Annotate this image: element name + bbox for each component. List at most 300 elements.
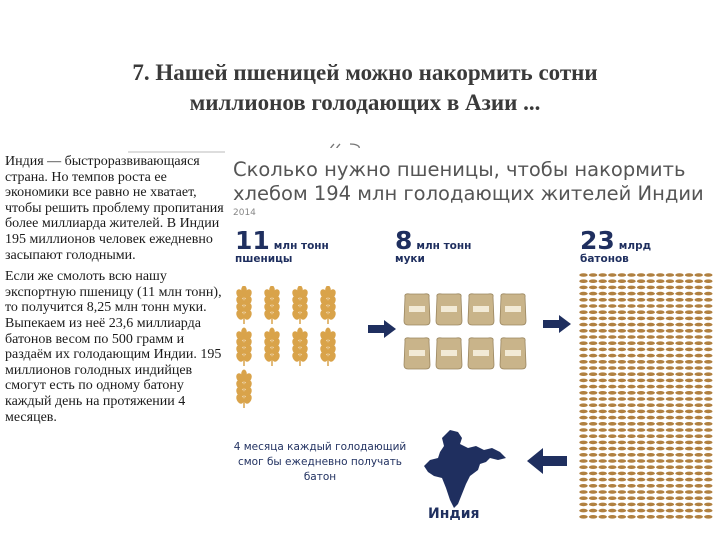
bread-loaf-icon — [627, 453, 635, 457]
flour-sack-icon — [436, 294, 462, 325]
bread-loaf-icon — [618, 515, 626, 519]
bread-loaf-icon — [637, 453, 645, 457]
bread-loaf-icon — [685, 465, 693, 469]
bread-loaf-icon — [647, 360, 655, 364]
bread-loaf-icon — [579, 317, 587, 321]
bread-loaf-icon — [704, 515, 712, 519]
wheat-ear-icon — [263, 328, 281, 367]
bread-loaf-icon — [704, 484, 712, 488]
bread-loaf-icon — [695, 515, 703, 519]
bread-loaf-icon — [675, 348, 683, 352]
bread-loaf-icon — [666, 503, 674, 507]
bread-loaf-icon — [589, 434, 597, 438]
bread-loaf-icon — [637, 503, 645, 507]
bread-loaf-icon — [579, 273, 587, 277]
bread-loaf-icon — [579, 434, 587, 438]
bread-loaf-icon — [666, 391, 674, 395]
wheat-label: пшеницы — [235, 253, 293, 265]
bread-loaf-icon — [608, 379, 616, 383]
bread-loaf-icon — [579, 348, 587, 352]
bread-loaf-icon — [656, 397, 664, 401]
bread-loaf-icon — [599, 385, 607, 389]
bread-loaf-icon — [599, 428, 607, 432]
bread-loaf-icon — [618, 453, 626, 457]
bread-loaf-icon — [666, 403, 674, 407]
bread-loaf-icon — [647, 385, 655, 389]
bread-loaf-icon — [637, 410, 645, 414]
bread-loaf-icon — [704, 496, 712, 500]
bread-loaf-icon — [618, 403, 626, 407]
bread-loaf-icon — [589, 422, 597, 426]
bread-loaf-icon — [599, 515, 607, 519]
bread-loaf-icon — [589, 496, 597, 500]
bread-loaf-icon — [675, 385, 683, 389]
bread-loaf-icon — [637, 354, 645, 358]
bread-loaf-icon — [656, 348, 664, 352]
bread-loaf-icon — [637, 286, 645, 290]
wheat-icons — [233, 286, 353, 408]
bread-loaf-icon — [695, 465, 703, 469]
bread-loaf-icon — [589, 323, 597, 327]
bread-loaf-icon — [685, 496, 693, 500]
bread-loaf-icon — [637, 397, 645, 401]
bread-loaf-icon — [627, 459, 635, 463]
bread-loaf-icon — [627, 317, 635, 321]
bread-loaf-icon — [656, 441, 664, 445]
bread-loaf-icon — [704, 348, 712, 352]
bread-loaf-icon — [695, 310, 703, 314]
bread-loaf-icon — [647, 317, 655, 321]
infographic-title-line1: Сколько нужно пшеницы, чтобы накормить — [233, 158, 686, 181]
bread-loaf-icon — [579, 323, 587, 327]
bread-loaf-icon — [599, 335, 607, 339]
bread-loaf-icon — [637, 434, 645, 438]
bread-loaf-icon — [666, 329, 674, 333]
bread-loaf-icon — [608, 335, 616, 339]
bread-loaf-icon — [675, 335, 683, 339]
bread-loaf-icon — [666, 360, 674, 364]
bread-loaf-icon — [704, 503, 712, 507]
bread-loaf-icon — [685, 348, 693, 352]
bread-loaf-icon — [685, 490, 693, 494]
bread-loaf-icon — [589, 403, 597, 407]
bread-loaf-icon — [637, 323, 645, 327]
bread-loaf-icon — [666, 496, 674, 500]
bread-loaf-icon — [675, 459, 683, 463]
bread-loaf-icon — [656, 410, 664, 414]
bread-loaf-icon — [647, 453, 655, 457]
bread-loaf-icon — [695, 447, 703, 451]
bread-loaf-icon — [637, 509, 645, 513]
bread-loaf-icon — [589, 459, 597, 463]
bread-loaf-icon — [618, 372, 626, 376]
bread-loaf-icon — [704, 397, 712, 401]
bread-loaf-icon — [579, 286, 587, 290]
bread-loaf-icon — [599, 441, 607, 445]
bread-loaf-icon — [579, 496, 587, 500]
bread-loaf-icon — [608, 515, 616, 519]
bread-loaf-icon — [589, 478, 597, 482]
bread-label: батонов — [580, 253, 629, 265]
bread-loaf-icon — [685, 434, 693, 438]
bread-loaf-icon — [695, 298, 703, 302]
bread-loaf-icon — [647, 366, 655, 370]
bread-loaf-icon — [618, 317, 626, 321]
bread-loaf-icon — [599, 403, 607, 407]
bread-loaf-icon — [647, 484, 655, 488]
bread-loaf-icon — [704, 410, 712, 414]
bread-loaf-icon — [608, 403, 616, 407]
bread-loaf-icon — [666, 323, 674, 327]
bread-loaf-icon — [656, 403, 664, 407]
bread-loaf-icon — [656, 465, 664, 469]
bread-loaf-icon — [618, 286, 626, 290]
bread-loaf-icon — [589, 304, 597, 308]
bread-loaf-icon — [599, 416, 607, 420]
flour-sack-icons — [402, 291, 532, 381]
bread-loaf-icon — [579, 391, 587, 395]
bread-loaf-icon — [666, 292, 674, 296]
bread-loaf-icon — [685, 298, 693, 302]
bread-loaf-icon — [675, 354, 683, 358]
bread-loaf-icon — [579, 335, 587, 339]
bread-loaf-icon — [695, 434, 703, 438]
bread-loaf-icon — [599, 478, 607, 482]
wheat-value: 11 — [235, 226, 270, 255]
bread-loaf-icon — [704, 472, 712, 476]
bread-loaf-icon — [627, 410, 635, 414]
bread-loaf-icon — [627, 379, 635, 383]
bread-loaf-icon — [579, 354, 587, 358]
bread-loaf-icon — [608, 329, 616, 333]
bread-loaf-icon — [704, 341, 712, 345]
bread-loaf-icon — [675, 397, 683, 401]
bread-loaf-icon — [656, 459, 664, 463]
bread-loaf-icon — [599, 410, 607, 414]
infographic-title — [233, 158, 713, 206]
bread-loaf-icon — [608, 509, 616, 513]
bread-loaf-icon — [637, 379, 645, 383]
bread-loaf-icon — [608, 422, 616, 426]
bread-loaf-icon — [589, 379, 597, 383]
bread-loaf-icon — [589, 428, 597, 432]
bread-loaf-icon — [599, 503, 607, 507]
bread-loaf-icon — [579, 441, 587, 445]
bread-loaf-icon — [599, 279, 607, 283]
bread-loaf-icon — [618, 348, 626, 352]
bread-loaf-icon — [656, 354, 664, 358]
bread-loaf-icon — [704, 453, 712, 457]
bread-loaf-icon — [675, 310, 683, 314]
bread-loaf-icon — [675, 478, 683, 482]
bread-loaf-icon — [599, 348, 607, 352]
bread-loaf-icon — [608, 490, 616, 494]
bread-loaf-icon — [647, 447, 655, 451]
bread-loaf-icon — [656, 490, 664, 494]
bread-loaf-icon — [656, 341, 664, 345]
flour-sack-icon — [500, 338, 526, 369]
bread-loaf-icon — [695, 372, 703, 376]
bread-loaf-icon — [685, 472, 693, 476]
bread-loaf-icon — [685, 323, 693, 327]
bread-loaf-icon — [579, 310, 587, 314]
bread-loaf-icon — [695, 279, 703, 283]
bread-loaf-icon — [656, 478, 664, 482]
bread-loaf-icon — [666, 397, 674, 401]
bread-loaf-icon — [685, 360, 693, 364]
bread-loaf-icon — [608, 366, 616, 370]
bread-loaf-icon — [675, 360, 683, 364]
bread-loaf-icon — [637, 279, 645, 283]
bread-loaf-icon — [637, 273, 645, 277]
bread-loaf-icon — [666, 310, 674, 314]
bread-loaf-icon — [656, 323, 664, 327]
bread-loaf-icon — [647, 422, 655, 426]
bread-loaf-icon — [637, 298, 645, 302]
wheat-unit: млн тонн — [273, 240, 329, 252]
bread-loaf-icon — [637, 304, 645, 308]
bread-loaf-icon — [656, 503, 664, 507]
bread-loaf-icon — [589, 273, 597, 277]
bread-loaf-icon — [695, 428, 703, 432]
wheat-ear-icon — [291, 286, 309, 324]
bread-loaf-icon — [608, 348, 616, 352]
bread-loaf-icon — [589, 391, 597, 395]
bread-loaf-icon — [675, 416, 683, 420]
bread-loaf-icon — [685, 484, 693, 488]
bread-loaf-icon — [685, 354, 693, 358]
bread-loaf-icon — [579, 304, 587, 308]
bread-loaf-icon — [589, 329, 597, 333]
bread-loaf-icon — [608, 434, 616, 438]
bread-loaf-icon — [618, 379, 626, 383]
bread-loaf-icon — [666, 459, 674, 463]
bread-loaf-icon — [618, 490, 626, 494]
bread-loaf-icon — [589, 298, 597, 302]
bread-loaf-icon — [627, 304, 635, 308]
bread-loaf-icon — [579, 379, 587, 383]
bread-loaf-icon — [627, 428, 635, 432]
bread-loaf-icon — [704, 360, 712, 364]
bread-loaf-icon — [589, 335, 597, 339]
bread-loaf-icon — [599, 329, 607, 333]
bread-loaf-icon — [675, 329, 683, 333]
bread-loaf-icon — [599, 434, 607, 438]
bread-loaf-icon — [695, 273, 703, 277]
bread-value: 23 — [580, 226, 615, 255]
bread-loaf-icon — [685, 317, 693, 321]
bread-loaf-icon — [618, 416, 626, 420]
bread-loaf-icon — [589, 317, 597, 321]
bread-loaf-icon — [579, 279, 587, 283]
bread-loaf-icon — [589, 366, 597, 370]
bread-loaf-icon — [579, 447, 587, 451]
bread-loaf-icon — [637, 385, 645, 389]
bread-loaf-icon — [608, 410, 616, 414]
bread-loaf-icon — [627, 478, 635, 482]
bread-loaf-icon — [599, 459, 607, 463]
bread-loaf-icon — [666, 279, 674, 283]
bread-loaf-icon — [695, 354, 703, 358]
bread-loaf-icon — [685, 416, 693, 420]
bread-loaf-icon — [579, 366, 587, 370]
bread-unit: млрд — [618, 240, 652, 252]
bread-loaf-icon — [647, 391, 655, 395]
bread-loaf-icon — [618, 329, 626, 333]
bread-loaf-icon — [666, 341, 674, 345]
bread-loaf-icon — [647, 329, 655, 333]
bread-loaf-icon — [685, 273, 693, 277]
country-label: Индия — [428, 506, 480, 522]
bread-loaf-icon — [685, 329, 693, 333]
bread-loaf-icon — [579, 509, 587, 513]
bread-loaf-icon — [656, 509, 664, 513]
bread-loaf-icon — [627, 286, 635, 290]
bread-loaf-icon — [656, 372, 664, 376]
bread-loaf-icon — [666, 366, 674, 370]
bread-loaf-icon — [579, 372, 587, 376]
bread-loaf-icon — [647, 348, 655, 352]
bread-loaf-icon — [637, 372, 645, 376]
bread-loaf-icon — [704, 422, 712, 426]
bread-loaf-icon — [618, 478, 626, 482]
bread-loaf-icon — [647, 472, 655, 476]
bread-loaf-icon — [675, 503, 683, 507]
india-map-icon — [420, 428, 508, 510]
bread-loaf-icon — [589, 354, 597, 358]
bread-loaf-icon — [637, 459, 645, 463]
bread-loaf-icon — [608, 341, 616, 345]
bread-loaf-icon — [599, 286, 607, 290]
bread-loaf-icon — [599, 360, 607, 364]
bread-loaf-icon — [666, 515, 674, 519]
bread-loaf-icon — [695, 472, 703, 476]
bread-loaf-icon — [608, 496, 616, 500]
bread-loaf-icon — [589, 279, 597, 283]
bread-loaf-icon — [627, 279, 635, 283]
bread-loaf-icon — [579, 484, 587, 488]
bread-loaf-icon — [647, 509, 655, 513]
bread-loaf-icon — [637, 416, 645, 420]
bread-loaf-icon — [637, 310, 645, 314]
bread-loaf-icon — [608, 465, 616, 469]
bread-loaf-icon — [627, 441, 635, 445]
bread-loaf-icon — [627, 385, 635, 389]
bread-loaf-icon — [695, 422, 703, 426]
bread-loaf-icon — [675, 304, 683, 308]
bread-loaf-icon — [627, 273, 635, 277]
bread-loaf-icon — [666, 348, 674, 352]
bread-loaf-icon — [647, 503, 655, 507]
bread-loaf-icon — [675, 496, 683, 500]
bread-loaf-icon — [627, 310, 635, 314]
bread-loaf-icon — [589, 341, 597, 345]
bread-loaf-icon — [685, 335, 693, 339]
bread-loaf-icon — [599, 472, 607, 476]
bread-loaf-icon — [637, 515, 645, 519]
bread-loaf-icon — [599, 273, 607, 277]
bread-loaf-icon — [675, 490, 683, 494]
bread-loaf-icon — [647, 459, 655, 463]
bread-loaf-icon — [675, 484, 683, 488]
bread-loaf-icon — [704, 416, 712, 420]
bread-loaf-icon — [618, 428, 626, 432]
bread-loaf-icon — [618, 279, 626, 283]
bread-loaf-icon — [647, 304, 655, 308]
bread-loaf-icon — [656, 391, 664, 395]
bread-loaf-icon — [666, 441, 674, 445]
bread-loaf-icon — [589, 472, 597, 476]
bread-loaf-icon — [608, 484, 616, 488]
bread-loaf-icon — [589, 410, 597, 414]
bread-loaf-icon — [579, 341, 587, 345]
bread-loaf-icon — [666, 385, 674, 389]
bread-loaf-icon — [618, 335, 626, 339]
bread-loaf-icon — [695, 391, 703, 395]
bread-loaf-icon — [695, 286, 703, 290]
body-text — [5, 154, 227, 431]
bread-loaf-icon — [666, 484, 674, 488]
bread-loaf-icon — [695, 323, 703, 327]
bread-loaf-icon — [704, 286, 712, 290]
bread-loaf-icon — [618, 472, 626, 476]
bread-loaf-icon — [618, 292, 626, 296]
bread-stat — [580, 226, 651, 265]
bread-loaf-icon — [637, 391, 645, 395]
paragraph-2: Если же смолоть всю нашу экспортную пшеницу (11 млн тонн), то получится 8,25 млн тонн муки. Выпекаем из неё 23,6 миллиарда батонов весом по 500 грамм и раздаём их голодающим Индии. 195 миллионов голодных индийцев смогут есть по одному батону каждый день на протяжении 4 месяцев. — [5, 269, 222, 425]
bread-loaf-icon — [627, 484, 635, 488]
bread-loaf-icon — [685, 509, 693, 513]
bread-loaf-icon — [685, 397, 693, 401]
bread-loaf-icon — [589, 385, 597, 389]
bread-loaf-icon — [675, 341, 683, 345]
bread-loaf-icon — [627, 341, 635, 345]
flour-sack-icon — [404, 294, 430, 325]
bread-loaf-icon — [685, 441, 693, 445]
bread-loaf-icon — [618, 360, 626, 364]
bread-loaf-icon — [647, 441, 655, 445]
bread-loaf-icon — [675, 298, 683, 302]
bread-loaf-icon — [666, 379, 674, 383]
bread-loaf-icon — [599, 422, 607, 426]
bread-loaf-icon — [579, 403, 587, 407]
bread-loaf-icon — [647, 496, 655, 500]
wheat-stat — [235, 226, 329, 265]
bread-loaf-icon — [675, 379, 683, 383]
bread-loaf-icon — [704, 329, 712, 333]
bread-loaf-icon — [608, 310, 616, 314]
bread-loaf-icon — [695, 379, 703, 383]
flour-value: 8 — [395, 226, 413, 255]
bread-loaf-icon — [656, 360, 664, 364]
bread-loaf-icon — [695, 403, 703, 407]
bread-loaf-icon — [666, 416, 674, 420]
bread-loaf-icon — [637, 484, 645, 488]
wheat-ear-icon — [235, 286, 253, 324]
bread-loaf-icon — [685, 391, 693, 395]
bread-loaf-icon — [637, 292, 645, 296]
bread-loaf-icon — [685, 453, 693, 457]
bread-loaf-icon — [675, 323, 683, 327]
bread-loaf-icon — [589, 286, 597, 290]
bread-loaf-icon — [618, 273, 626, 277]
bread-loaf-icon — [637, 478, 645, 482]
bread-loaf-icon — [704, 298, 712, 302]
bread-loaf-icon — [704, 379, 712, 383]
bread-loaf-icon — [608, 292, 616, 296]
bread-loaf-icon — [704, 428, 712, 432]
bread-loaf-icon — [618, 341, 626, 345]
